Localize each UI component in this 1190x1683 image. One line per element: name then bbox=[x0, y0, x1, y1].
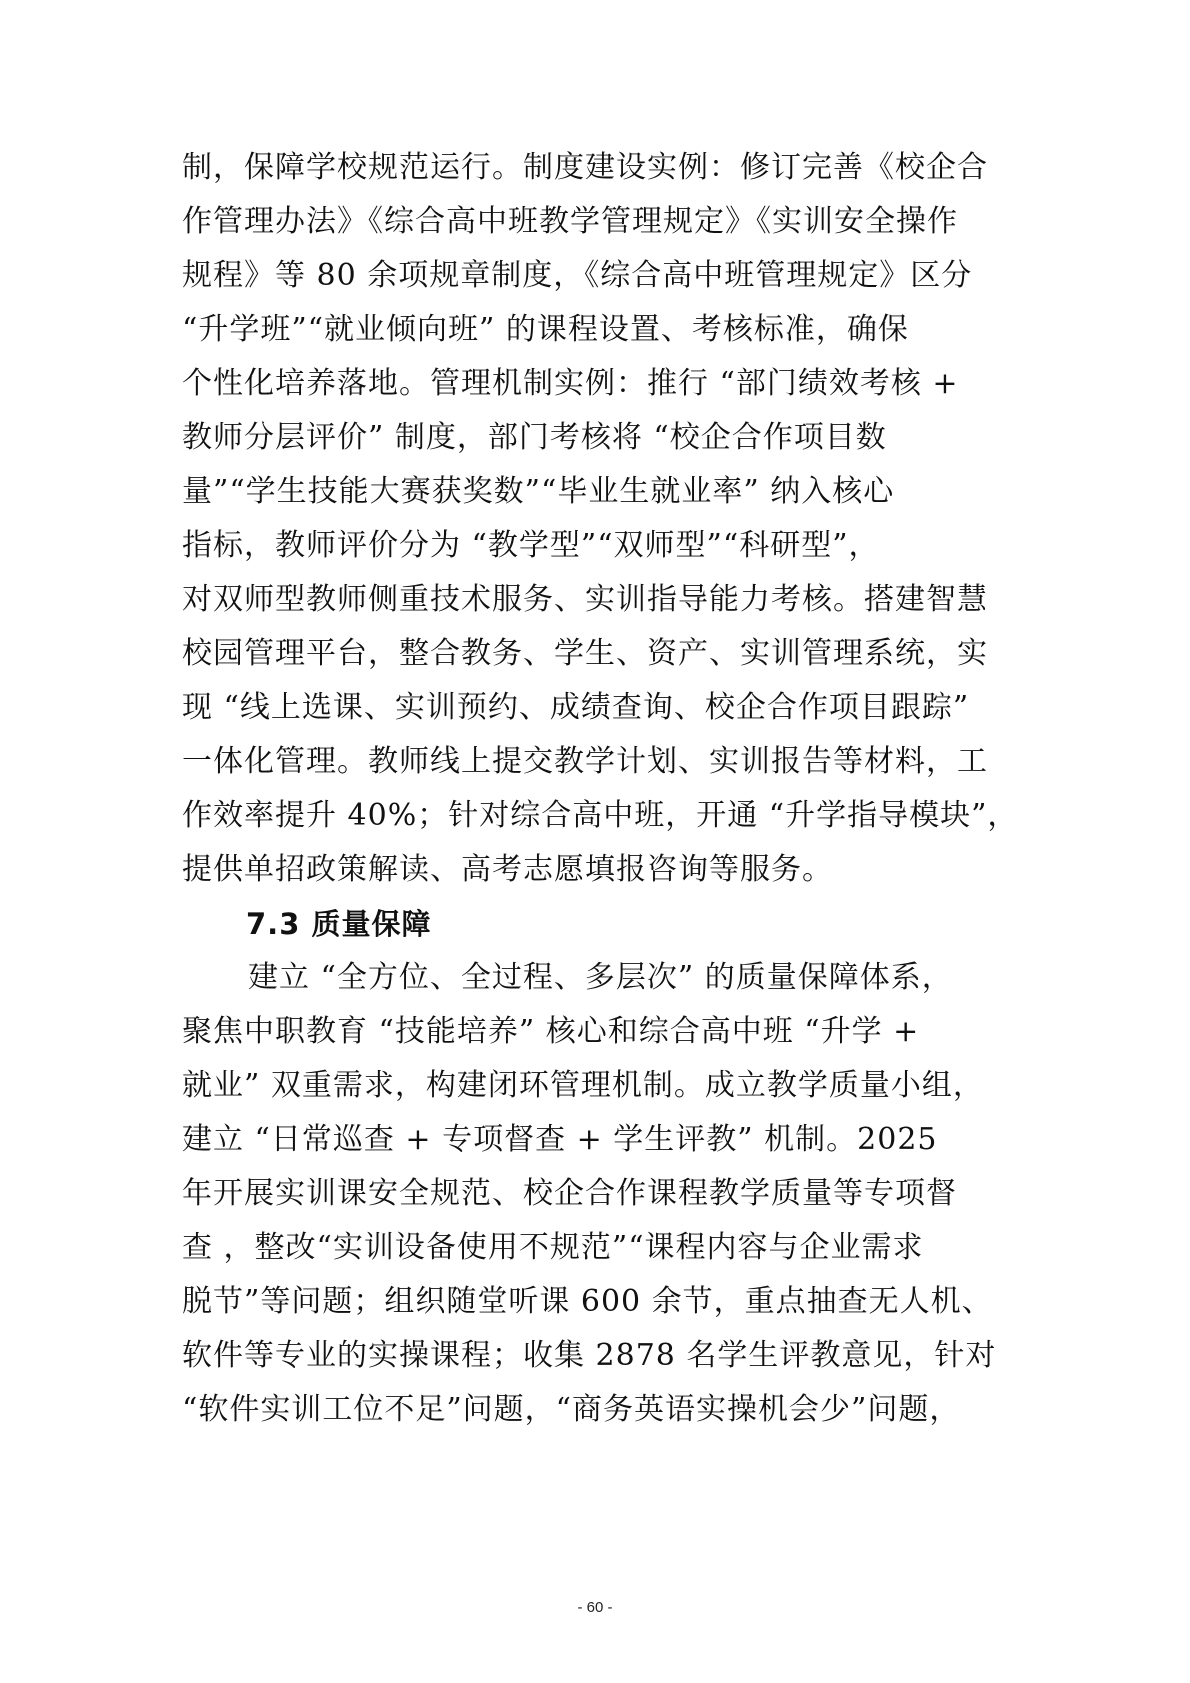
text-line: 软件等专业的实操课程；收集 2878 名学生评教意见，针对 bbox=[182, 1338, 997, 1373]
text-line: 指标，教师评价分为 “教学型”“双师型”“科研型”， bbox=[182, 528, 880, 563]
text-line: 提供单招政策解读、高考志愿填报咨询等服务。 bbox=[182, 852, 833, 887]
text-line: 一体化管理。教师线上提交教学计划、实训报告等材料，工 bbox=[182, 744, 988, 779]
text-line: 建立 “全方位、全过程、多层次” 的质量保障体系， bbox=[248, 960, 953, 995]
text-line: “升学班”“就业倾向班” 的课程设置、考核标准，确保 bbox=[182, 312, 909, 347]
text-line: 作效率提升 40%；针对综合高中班，开通 “升学指导模块”， bbox=[182, 798, 1019, 833]
section-heading: 7.3 质量保障 bbox=[246, 907, 432, 941]
text-line: 查 ，整改“实训设备使用不规范”“课程内容与企业需求 bbox=[182, 1230, 924, 1265]
text-line: 就业” 双重需求，构建闭环管理机制。成立教学质量小组， bbox=[182, 1068, 984, 1103]
text-line: “软件实训工位不足”问题，“商务英语实操机会少”问题， bbox=[182, 1392, 961, 1427]
text-line: 聚焦中职教育 “技能培养” 核心和综合高中班 “升学 + bbox=[182, 1014, 920, 1049]
text-line: 教师分层评价” 制度，部门考核将 “校企合作项目数 bbox=[182, 420, 887, 455]
text-line: 对双师型教师侧重技术服务、实训指导能力考核。搭建智慧 bbox=[182, 582, 988, 617]
text-line: 作管理办法》《综合高中班教学管理规定》《实训安全操作 bbox=[182, 204, 958, 239]
text-line: 校园管理平台，整合教务、学生、资产、实训管理系统，实 bbox=[182, 636, 988, 671]
text-line: 量”“学生技能大赛获奖数”“毕业生就业率” 纳入核心 bbox=[182, 474, 895, 509]
text-line: 制，保障学校规范运行。制度建设实例：修订完善《校企合 bbox=[182, 150, 988, 185]
text-line: 现 “线上选课、实训预约、成绩查询、校企合作项目跟踪” bbox=[182, 690, 970, 725]
text-line: 规程》等 80 余项规章制度，《综合高中班管理规定》区分 bbox=[182, 258, 973, 293]
text-line: 个性化培养落地。管理机制实例：推行 “部门绩效考核 + bbox=[182, 366, 959, 401]
page-number: - 60 - bbox=[577, 1599, 613, 1616]
text-line: 脱节”等问题；组织随堂听课 600 余节，重点抽查无人机、 bbox=[182, 1284, 993, 1319]
text-line: 建立 “日常巡查 + 专项督查 + 学生评教” 机制。2025 bbox=[182, 1122, 938, 1157]
text-line: 年开展实训课安全规范、校企合作课程教学质量等专项督 bbox=[182, 1176, 957, 1211]
